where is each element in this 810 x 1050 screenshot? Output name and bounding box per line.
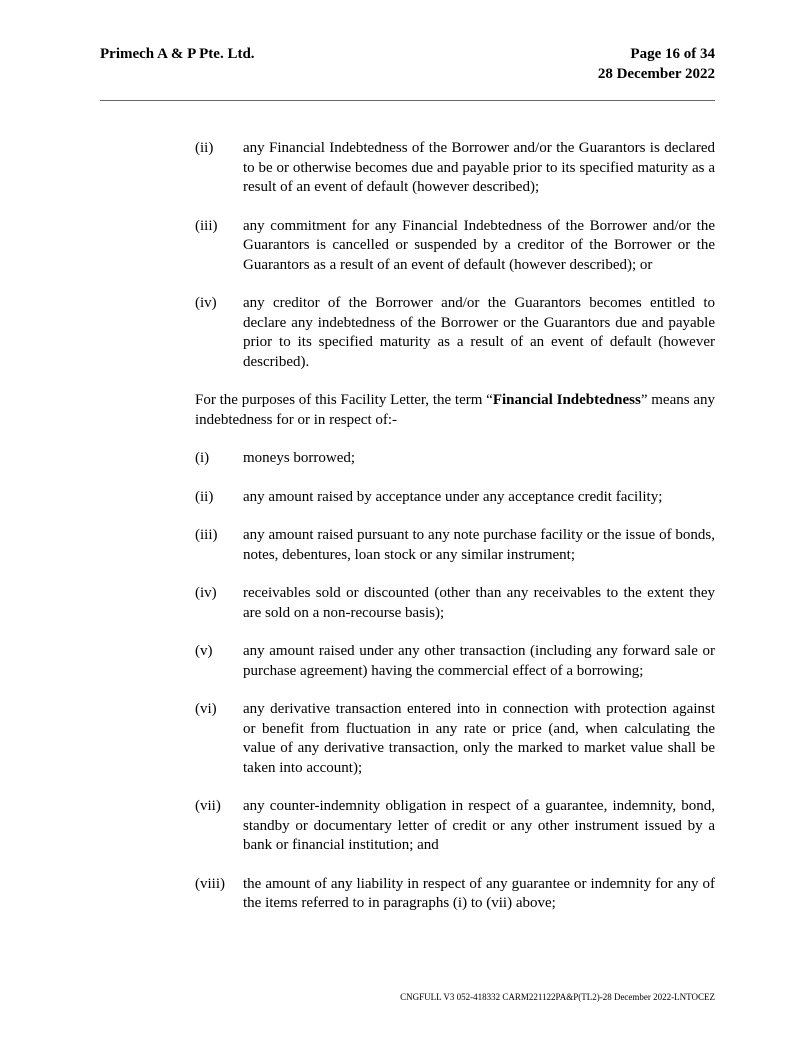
list-text: any amount raised under any other transaction (including any forward sale or purchase agreement) having the commercial effect of a borrowing; xyxy=(243,643,715,679)
company-name: Primech A & P Pte. Ltd. xyxy=(100,46,255,62)
list-item xyxy=(100,584,715,623)
list-marker: (ii) xyxy=(195,488,214,505)
list-text: receivables sold or discounted (other than any receivables to the extent they are sold on a non-recourse basis); xyxy=(243,585,715,621)
defined-term: Financial Indebtedness xyxy=(492,392,641,408)
list-text: any amount raised by acceptance under any acceptance credit facility; xyxy=(243,488,663,505)
list-marker: (iv) xyxy=(195,585,217,601)
page-footer xyxy=(400,992,715,1003)
list-marker: (iv) xyxy=(195,295,217,311)
list-text: any amount raised pursuant to any note purchase facility or the issue of bonds, notes, debentures, loan stock or any similar instrument; xyxy=(243,527,715,563)
list-marker: (viii) xyxy=(195,875,225,892)
document-reference: CNGFULL V3 052-418332 CARM221122PA&P(TL2)-28 December 2022-LNTOCEZ xyxy=(400,992,715,1002)
list-item xyxy=(100,797,715,856)
list-item xyxy=(100,875,715,914)
financial-indebtedness-list xyxy=(100,449,715,914)
list-marker: (iii) xyxy=(195,217,218,234)
list-item xyxy=(100,642,715,681)
list-marker: (v) xyxy=(195,643,213,659)
events-of-default-list xyxy=(100,139,715,372)
document-date: 28 December 2022 xyxy=(597,66,715,82)
definition-paragraph xyxy=(195,391,715,430)
header-divider xyxy=(100,100,715,101)
page-header xyxy=(100,44,715,84)
header-right-block xyxy=(598,44,715,84)
document-body xyxy=(100,139,715,933)
list-text: moneys borrowed; xyxy=(243,450,356,466)
list-marker: (ii) xyxy=(195,140,214,156)
list-text: the amount of any liability in respect of any guarantee or indemnity for any of the items referred to in paragraphs (i) to (vii) above; xyxy=(243,875,715,911)
list-marker: (vii) xyxy=(195,798,221,814)
list-text: any Financial Indebtedness of the Borrower and/or the Guarantors is declared to be or otherwise becomes due and payable prior to its specified maturity as a result of an event of default (however described); xyxy=(243,140,715,195)
list-item xyxy=(100,449,715,469)
list-text: any commitment for any Financial Indebtedness of the Borrower and/or the Guarantors is cancelled or suspended by a creditor of the Borrower or the Guarantors as a result of an event of default (however described); or xyxy=(243,217,715,273)
list-item xyxy=(100,139,715,198)
list-item xyxy=(100,294,715,372)
list-marker: (vi) xyxy=(195,701,217,717)
list-text: any counter-indemnity obligation in respect of a guarantee, indemnity, bond, standby or documentary letter of credit or any other instrument issued by a bank or financial institution; and xyxy=(243,798,715,853)
page-number: Page 16 of 34 xyxy=(630,46,715,62)
list-item xyxy=(100,488,715,508)
list-item xyxy=(100,700,715,778)
list-text: any creditor of the Borrower and/or the Guarantors becomes entitled to declare any indebtedness of the Borrower or the Guarantors due and payable prior to its specified maturity as a result of an event of default (however described). xyxy=(243,295,715,370)
list-item xyxy=(100,526,715,565)
list-text: any derivative transaction entered into in connection with protection against or benefit from fluctuation in any rate or price (and, when calculating the value of any derivative transaction, only the marked to market value shall be taken into account); xyxy=(243,701,715,776)
definition-paragraph-lead: For the purposes of this Facility Letter, the term “ xyxy=(195,392,493,408)
list-marker: (i) xyxy=(195,450,210,466)
list-marker: (iii) xyxy=(195,527,218,543)
list-item xyxy=(100,217,715,276)
definition-paragraph-tail: ” means any indebtedness for or in respect of:- xyxy=(195,392,715,428)
